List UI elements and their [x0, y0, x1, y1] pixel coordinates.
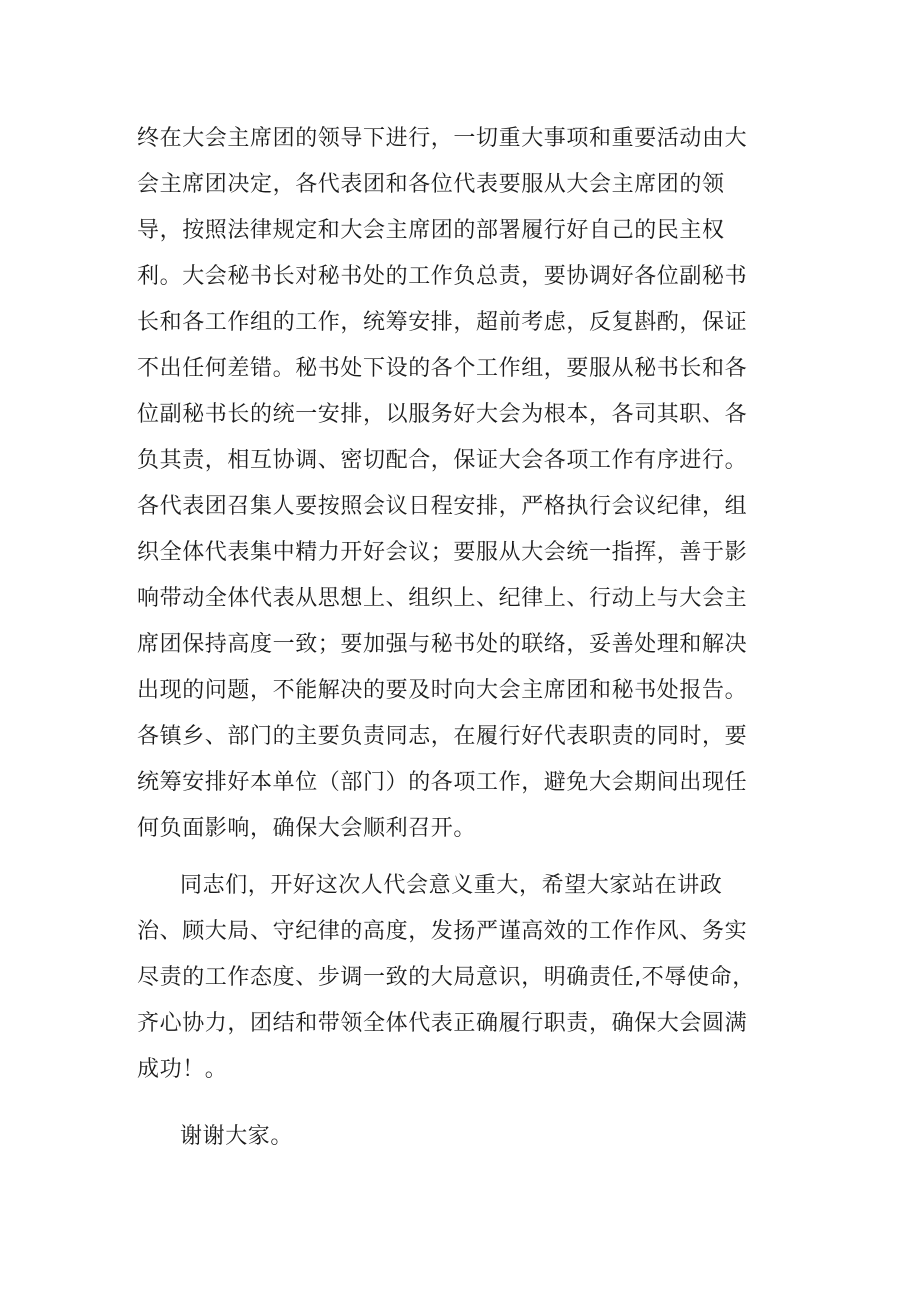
- body-line: 长和各工作组的工作，统筹安排，超前考虑，反复斟酌，保证: [137, 310, 748, 335]
- body-line: 尽责的工作态度、步调一致的大局意识，明确责任,不辱使命，: [137, 965, 755, 990]
- paragraph-first-line: 同志们，开好这次人代会意义重大，希望大家站在讲政: [180, 873, 723, 898]
- body-line: 统筹安排好本单位（部门）的各项工作，避免大会期间出现任: [137, 770, 748, 795]
- body-line: 治、顾大局、守纪律的高度，发扬严谨高效的工作作风、务实: [137, 919, 748, 944]
- body-line: 成功！。: [137, 1057, 228, 1082]
- body-line: 终在大会主席团的领导下进行，一切重大事项和重要活动由大: [137, 126, 748, 151]
- body-line: 出现的问题，不能解决的要及时向大会主席团和秘书处报告。: [137, 678, 748, 703]
- body-line: 负其责，相互协调、密切配合，保证大会各项工作有序进行。: [137, 448, 748, 473]
- body-line: 席团保持高度一致；要加强与秘书处的联络，妥善处理和解决: [137, 632, 748, 657]
- body-line: 会主席团决定，各代表团和各位代表要服从大会主席团的领: [137, 172, 725, 197]
- body-line: 各代表团召集人要按照会议日程安排，严格执行会议纪律，组: [137, 494, 748, 519]
- body-line: 响带动全体代表从思想上、组织上、纪律上、行动上与大会主: [137, 586, 748, 611]
- body-line: 齐心协力，团结和带领全体代表正确履行职责，确保大会圆满: [137, 1011, 748, 1036]
- body-line: 何负面影响，确保大会顺利召开。: [137, 816, 477, 841]
- body-line: 各镇乡、部门的主要负责同志，在履行好代表职责的同时，要: [137, 724, 748, 749]
- body-line: 利。大会秘书长对秘书处的工作负总责，要协调好各位副秘书: [137, 264, 748, 289]
- body-line: 不出任何差错。秘书处下设的各个工作组，要服从秘书长和各: [137, 356, 748, 381]
- body-line: 位副秘书长的统一安排，以服务好大会为根本，各司其职、各: [137, 402, 748, 427]
- body-line: 织全体代表集中精力开好会议；要服从大会统一指挥，善于影: [137, 540, 748, 565]
- closing-line: 谢谢大家。: [180, 1124, 294, 1149]
- body-line: 导，按照法律规定和大会主席团的部署履行好自己的民主权: [137, 218, 725, 243]
